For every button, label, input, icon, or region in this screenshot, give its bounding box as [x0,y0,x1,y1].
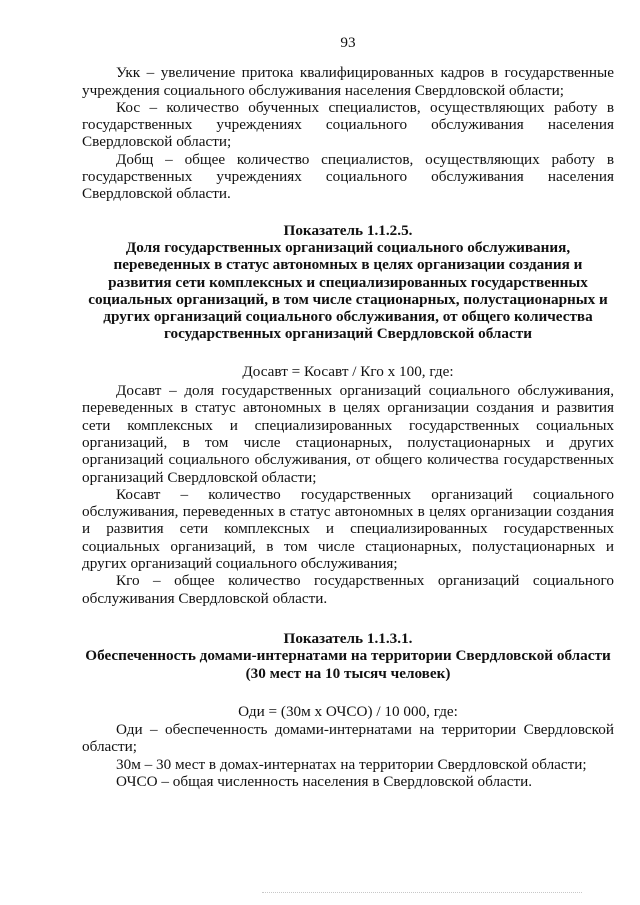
indicator-2-definition-ochso: ОЧСО – общая численность населения в Свердловской области. [116,772,533,790]
indicator-2-definition-30m: 30м – 30 мест в домах-интернатах на территории Свердловской области; [116,755,587,773]
indicator-1-number: Показатель 1.1.2.5. [283,221,413,239]
page-number: 93 [340,34,356,51]
indicator-1-title: Доля государственных организаций социального обслуживания, переведенных в статус автономных в целях организации создания и развития сети комплексных и специализированных государственных социальных организаций, в том числе стационарных, полустационарных и других организаций социального обслуживания, от общего количества государственных организаций Свердловской области [88,238,608,343]
indicator-1-definition-dosavt: Досавт – доля государственных организаций социального обслуживания, переведенных в статус автономных в целях организации создания и развития сети комплексных и специализированных государственных социальных организаций, в том числе стационарных, полустационарных и других организаций социального обслуживания, от общего количества государственных организаций Свердловской области; [82,382,614,486]
definition-ukk: Укк – увеличение притока квалифицированных кадров в государственные учреждения социального обслуживания населения Свердловской области; [82,64,614,99]
definition-kos: Кос – количество обученных специалистов, осуществляющих работу в государственных учреждениях социального обслуживания населения Свердловской области; [82,98,614,151]
document-page [82,34,614,790]
scan-bottom-rule [262,892,582,894]
indicator-2-formula: Оди = (30м х ОЧСО) / 10 000, где: [238,702,458,720]
definition-dobsh: Добщ – общее количество специалистов, осуществляющих работу в государственных учреждениях социального обслуживания населения Свердловской области. [82,150,614,203]
indicator-1-definition-kosavt: Косавт – количество государственных организаций социального обслуживания, переведенных в статус автономных в целях организации создания и развития сети комплексных и специализированных государственных социальных организаций, в том числе стационарных, полустационарных и других организаций социального обслуживания; [82,485,614,573]
indicator-2-number: Показатель 1.1.3.1. [283,629,413,647]
indicator-1-formula: Досавт = Косавт / Кго х 100, где: [242,362,454,380]
indicator-2-definition-odi: Оди – обеспеченность домами-интернатами на территории Свердловской области; [82,721,614,756]
indicator-2-title: Обеспеченность домами-интернатами на территории Свердловской области (30 мест на 10 тысяч человек) [85,647,611,682]
indicator-1-definition-kgo: Кго – общее количество государственных организаций социального обслуживания Свердловской области. [82,572,614,607]
